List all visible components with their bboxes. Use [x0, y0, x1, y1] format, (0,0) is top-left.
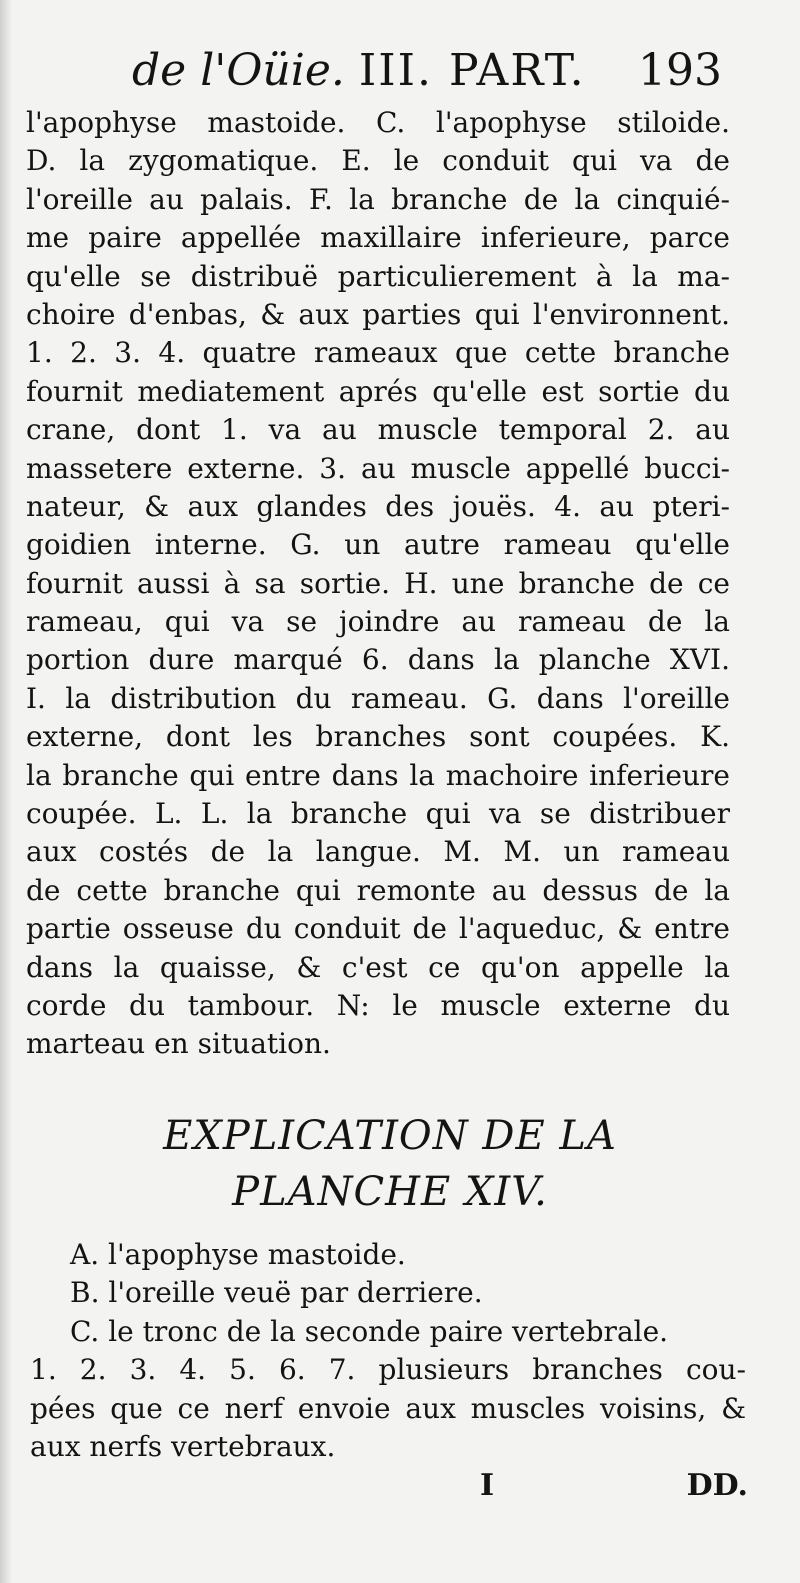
- signature-mark: I: [480, 1468, 495, 1503]
- text-line: la branche qui entre dans la machoire inferieure: [26, 758, 730, 792]
- text-line: coupée. L. L. la branche qui va se distribuer: [26, 797, 730, 831]
- section-title-line-1: EXPLICATION DE LA: [163, 1113, 617, 1159]
- section-title: [60, 1108, 720, 1220]
- text-line: crane, dont 1. va au muscle temporal 2. au: [26, 413, 730, 447]
- legend-item-numbers-end: aux nerfs vertebraux.: [30, 1429, 336, 1463]
- text-line: me paire appellée maxillaire inferieure, parce: [26, 221, 730, 255]
- legend-item-numbers: 1. 2. 3. 4. 5. 6. 7. plusieurs branches cou-: [30, 1353, 746, 1387]
- text-line: l'oreille au palais. F. la branche de la cinquié-: [26, 182, 730, 216]
- text-line: massetere externe. 3. au muscle appellé bucci-: [26, 451, 730, 485]
- text-line: de cette branche qui remonte au dessus de la: [26, 873, 730, 907]
- plate-legend: [26, 1236, 746, 1466]
- text-line: fournit mediatement aprés qu'elle est sortie du: [26, 374, 730, 408]
- running-head-title: de l'Oüie.: [132, 45, 345, 96]
- page-header: [132, 36, 722, 106]
- text-line: marteau en situation.: [26, 1027, 331, 1061]
- text-line: corde du tambour. N: le muscle externe du: [26, 988, 730, 1022]
- text-line: choire d'enbas, & aux parties qui l'environnent.: [26, 297, 730, 331]
- text-line: externe, dont les branches sont coupées. K.: [26, 720, 730, 754]
- body-text: [26, 104, 730, 1064]
- text-line: partie osseuse du conduit de l'aqueduc, & entre: [26, 912, 730, 946]
- legend-item-b: B. l'oreille veuë par derriere.: [70, 1276, 483, 1310]
- signature-row: [480, 1462, 748, 1510]
- text-line: rameau, qui va se joindre au rameau de la: [26, 605, 730, 639]
- text-line: qu'elle se distribuë particulierement à la ma-: [26, 259, 730, 293]
- running-head-part: III. PART.: [358, 45, 586, 96]
- text-line: D. la zygomatique. E. le conduit qui va de: [26, 144, 730, 178]
- page-binding-edge: [0, 0, 12, 1583]
- text-line: l'apophyse mastoide. C. l'apophyse stiloide.: [26, 106, 730, 139]
- running-head: [132, 36, 586, 106]
- legend-item-numbers-cont: pées que ce nerf envoie aux muscles voisins, &: [30, 1391, 746, 1425]
- text-line: aux costés de la langue. M. M. un rameau: [26, 835, 730, 869]
- section-title-line-2: PLANCHE XIV.: [232, 1169, 548, 1215]
- text-line: dans la quaisse, & c'est ce qu'on appelle la: [26, 950, 730, 984]
- catchword: DD.: [686, 1468, 748, 1503]
- text-line: fournit aussi à sa sortie. H. une branche de ce: [26, 566, 730, 600]
- legend-item-c: C. le tronc de la seconde paire vertebrale.: [70, 1314, 669, 1348]
- text-line: goidien interne. G. un autre rameau qu'elle: [26, 528, 730, 562]
- text-line: nateur, & aux glandes des jouës. 4. au pteri-: [26, 489, 730, 523]
- legend-item-a: A. l'apophyse mastoide.: [70, 1238, 406, 1271]
- text-line: I. la distribution du rameau. G. dans l'oreille: [26, 681, 730, 715]
- page-number: 193: [638, 45, 722, 96]
- text-line: 1. 2. 3. 4. quatre rameaux que cette branche: [26, 336, 730, 370]
- text-line: portion dure marqué 6. dans la planche XVI.: [26, 643, 730, 677]
